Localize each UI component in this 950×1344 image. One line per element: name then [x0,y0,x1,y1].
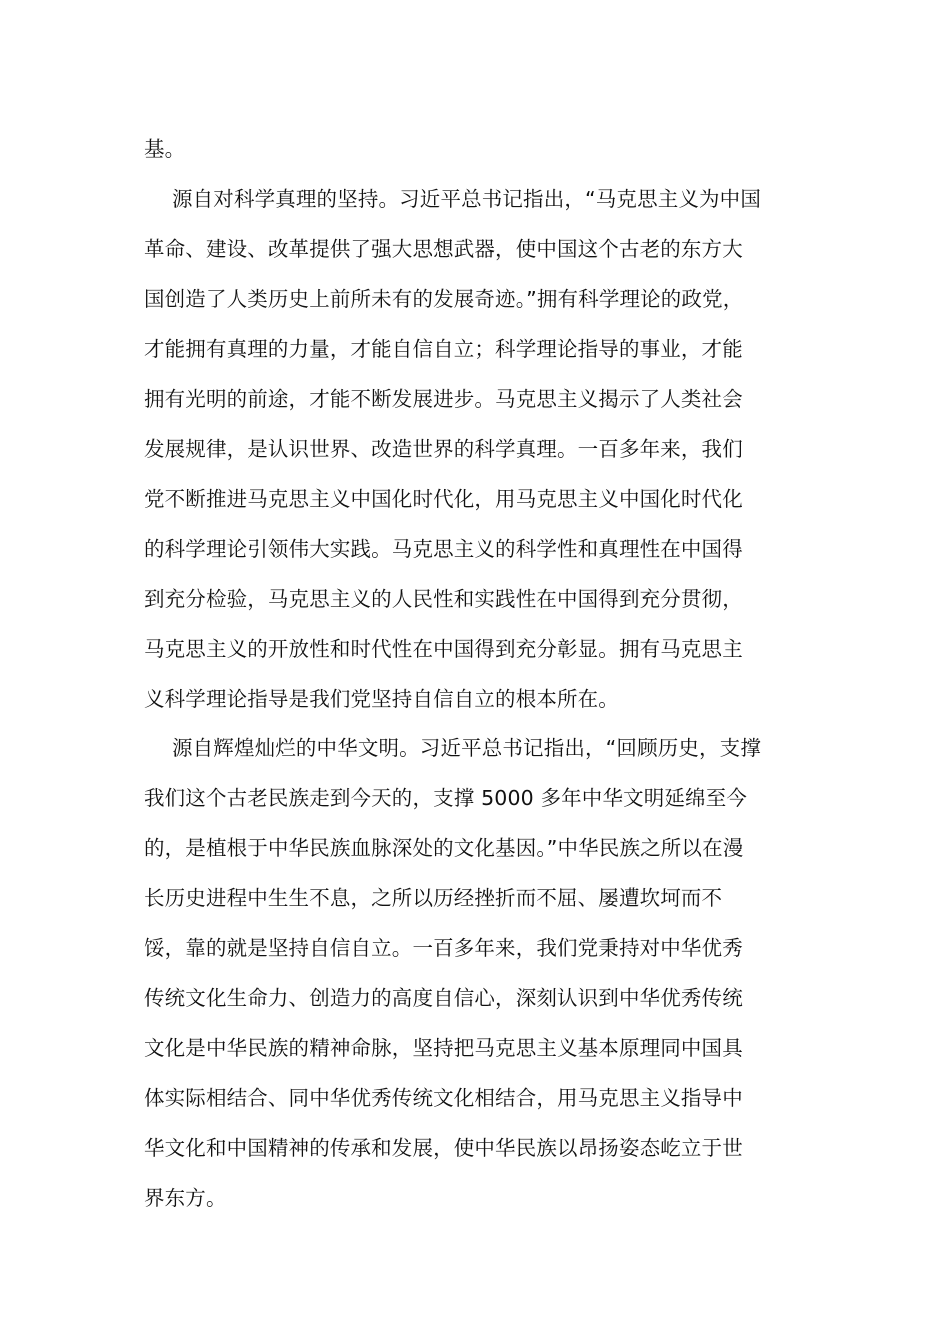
paragraph-line: 华文化和中国精神的传承和发展，使中华民族以昂扬姿态屹立于世 [144,1136,743,1160]
paragraph-line: 革命、建设、改革提供了强大思想武器，使中国这个古老的东方大 [144,237,743,261]
paragraph-line: 发展规律，是认识世界、改造世界的科学真理。一百多年来，我们 [144,437,743,461]
paragraph-line: 国创造了人类历史上前所未有的发展奇迹。”拥有科学理论的政党， [144,287,744,311]
paragraph-line: 的，是植根于中华民族血脉深处的文化基因。”中华民族之所以在漫 [144,836,744,860]
paragraph-line: 到充分检验，马克思主义的人民性和实践性在中国得到充分贯彻， [144,587,743,611]
paragraph-line: 文化是中华民族的精神命脉，坚持把马克思主义基本原理同中国具 [144,1036,743,1060]
paragraph-line: 义科学理论指导是我们党坚持自信自立的根本所在。 [144,687,619,711]
paragraph-line: 传统文化生命力、创造力的高度自信心，深刻认识到中华优秀传统 [144,986,743,1010]
paragraph-line: 基。 [144,137,186,161]
paragraph-line: 馁，靠的就是坚持自信自立。一百多年来，我们党秉持对中华优秀 [144,936,743,960]
paragraph-line: 源自辉煌灿烂的中华文明。习近平总书记指出，“回顾历史，支撑 [172,736,761,760]
paragraph-line: 拥有光明的前途，才能不断发展进步。马克思主义揭示了人类社会 [144,387,743,411]
paragraph-line: 党不断推进马克思主义中国化时代化，用马克思主义中国化时代化 [144,487,743,511]
paragraph-line: 界东方。 [144,1186,227,1210]
paragraph-line: 的科学理论引领伟大实践。马克思主义的科学性和真理性在中国得 [144,537,743,561]
paragraph-line: 马克思主义的开放性和时代性在中国得到充分彰显。拥有马克思主 [144,637,743,661]
paragraph-line: 长历史进程中生生不息，之所以历经挫折而不屈、屡遭坎坷而不 [144,886,723,910]
paragraph-line: 才能拥有真理的力量，才能自信自立；科学理论指导的事业，才能 [144,337,743,361]
paragraph-line: 体实际相结合、同中华优秀传统文化相结合，用马克思主义指导中 [144,1086,743,1110]
paragraph-line: 我们这个古老民族走到今天的，支撑 5000 多年中华文明延绵至今 [144,786,748,810]
paragraph-line: 源自对科学真理的坚持。习近平总书记指出，“马克思主义为中国 [172,187,761,211]
